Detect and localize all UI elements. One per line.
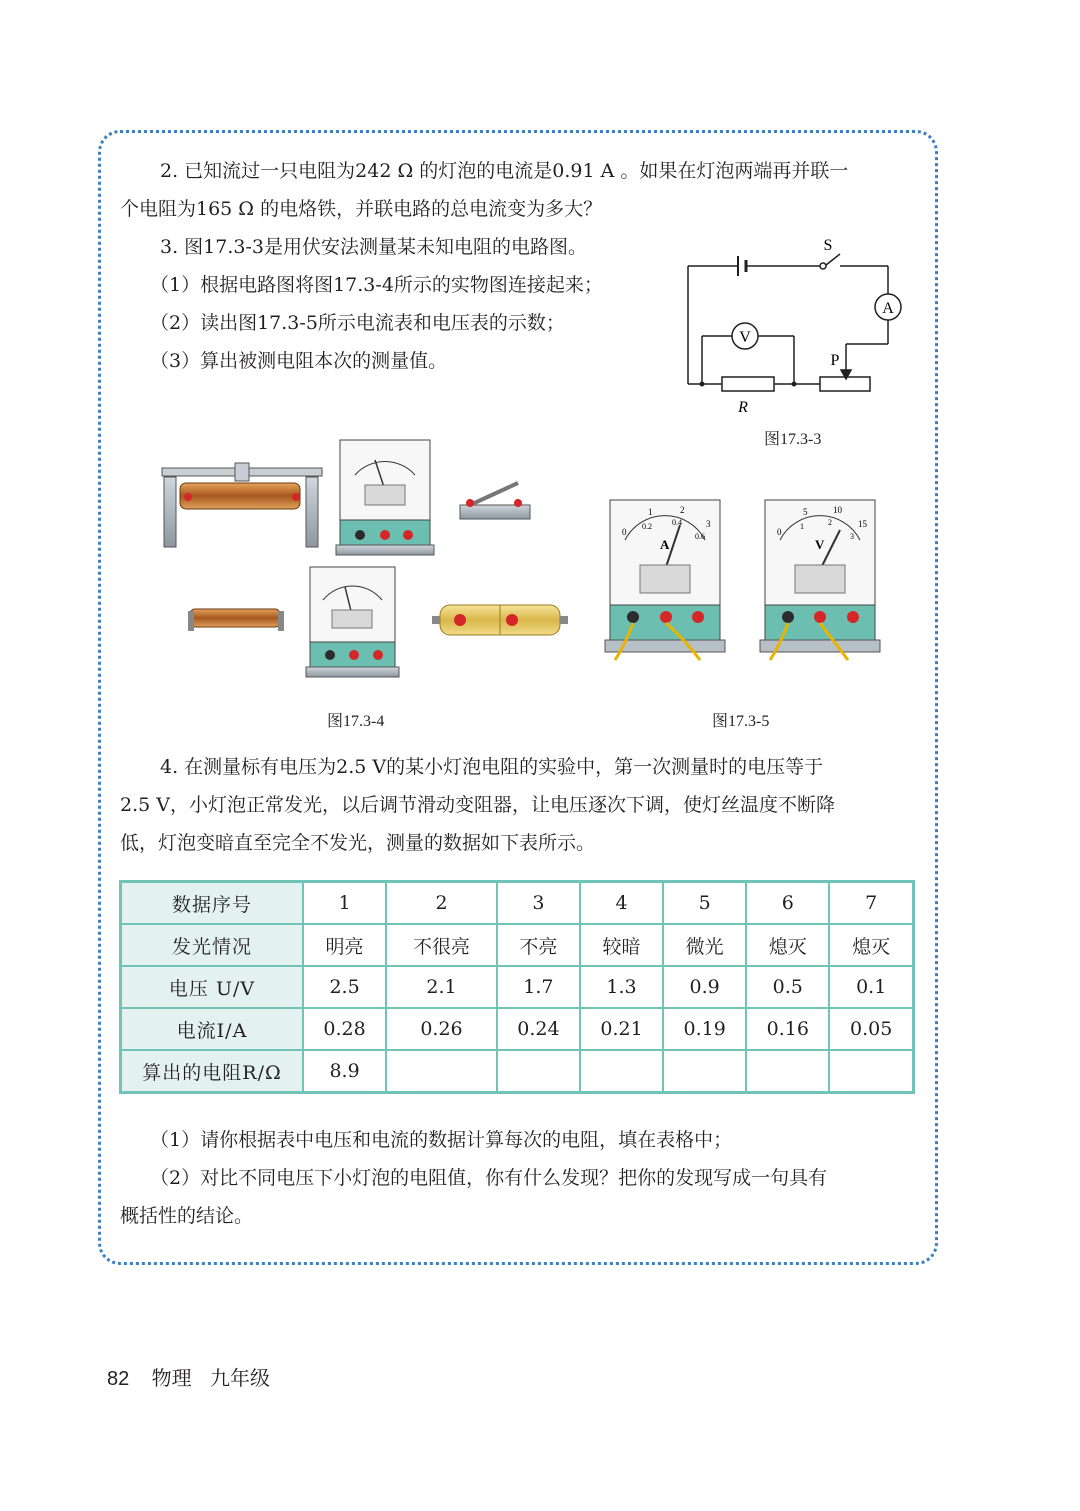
- table-cell: 微光: [663, 924, 746, 966]
- problem-3-step-3: （3）算出被测电阻本次的测量值。: [150, 350, 448, 372]
- problem-4-line-1: 4. 在测量标有电压为2.5 V的某小灯泡电阻的实验中，第一次测量时的电压等于: [160, 756, 824, 778]
- ammeter-large: [605, 500, 725, 660]
- resistor-label: R: [738, 399, 748, 416]
- voltmeter-unit: V: [815, 537, 825, 552]
- problem-4-task-1: （1）请你根据表中电压和电流的数据计算每次的电阻，填在表格中；: [150, 1129, 733, 1151]
- problem-4-task-2-line-1: （2）对比不同电压下小灯泡的电阻值，你有什么发现？把你的发现写成一句具有: [150, 1167, 828, 1189]
- voltmeter-tick-5: 5: [803, 507, 808, 517]
- table-cell: 发光情况: [121, 924, 304, 966]
- table-cell: 1.3: [580, 966, 663, 1008]
- page-footer: [107, 1362, 270, 1391]
- grade-label: 九年级: [209, 1366, 270, 1390]
- fixed-resistor: [188, 609, 284, 631]
- table-cell: 0.24: [497, 1008, 580, 1050]
- equipment-figure: [150, 435, 590, 685]
- table-header-cell: 4: [580, 882, 663, 925]
- table-cell: 电流I/A: [121, 1008, 304, 1050]
- voltmeter-tick-0: 0: [777, 527, 782, 537]
- figure-17-3-4-caption: 图17.3-4: [327, 713, 385, 730]
- ammeter-unit: A: [660, 537, 670, 552]
- table-row: [121, 882, 914, 925]
- table-cell: 明亮: [303, 924, 386, 966]
- circuit-diagram: [680, 232, 910, 452]
- table-cell: 电压 U/V: [121, 966, 304, 1008]
- table-cell: [580, 1050, 663, 1093]
- voltmeter-subtick-3: 3: [850, 532, 854, 541]
- table-cell: [497, 1050, 580, 1093]
- table-cell: 0.16: [746, 1008, 829, 1050]
- voltmeter-tick-10: 10: [833, 505, 842, 515]
- table-cell: 0.9: [663, 966, 746, 1008]
- measurement-table: [119, 880, 915, 1094]
- problem-2-line-2: 个电阻为165 Ω 的电烙铁，并联电路的总电流变为多大？: [120, 198, 603, 220]
- table-cell: [829, 1050, 913, 1093]
- table-header-cell: 2: [386, 882, 497, 925]
- problem-2-line-1: 2. 已知流过一只电阻为242 Ω 的灯泡的电流是0.91 A 。如果在灯泡两端再并联一: [160, 160, 849, 182]
- table-cell: 熄灭: [829, 924, 913, 966]
- problem-4-line-2: 2.5 V，小灯泡正常发光，以后调节滑动变阻器，让电压逐次下调，使灯丝温度不断降: [120, 794, 835, 816]
- table-cell: 0.28: [303, 1008, 386, 1050]
- ammeter-tick-3: 3: [706, 519, 711, 529]
- rheostat: [162, 463, 322, 547]
- ammeter-subtick-1: 0.2: [642, 522, 652, 531]
- battery-pack: [432, 605, 568, 635]
- table-cell: 熄灭: [746, 924, 829, 966]
- voltmeter-tick-15: 15: [858, 519, 867, 529]
- table-cell: 0.19: [663, 1008, 746, 1050]
- table-cell: 8.9: [303, 1050, 386, 1093]
- table-row: [121, 1050, 914, 1093]
- meter-readings-figure: [600, 495, 900, 665]
- ammeter-label: A: [882, 300, 894, 317]
- table-header-cell: 1: [303, 882, 386, 925]
- voltmeter-small: [306, 567, 399, 677]
- figure-17-3-5-caption: 图17.3-5: [712, 713, 770, 730]
- slider-label: P: [830, 352, 840, 369]
- table-cell: 算出的电阻R/Ω: [121, 1050, 304, 1093]
- table-cell: 0.05: [829, 1008, 913, 1050]
- ammeter-small: [336, 440, 434, 555]
- problem-4-task-2-line-2: 概括性的结论。: [120, 1205, 254, 1227]
- figure-17-3-3-caption: 图17.3-3: [764, 431, 822, 448]
- ammeter-subtick-2: 0.4: [672, 518, 682, 527]
- table-cell: 较暗: [580, 924, 663, 966]
- table-cell: 1.7: [497, 966, 580, 1008]
- table-cell: 不很亮: [386, 924, 497, 966]
- ammeter-tick-0: 0: [622, 527, 627, 537]
- table-header-cell: 数据序号: [121, 882, 304, 925]
- ammeter-subtick-3: 0.6: [695, 532, 705, 541]
- voltmeter-label: V: [739, 329, 751, 346]
- table-cell: 0.26: [386, 1008, 497, 1050]
- switch-label: S: [823, 237, 833, 254]
- table-cell: [663, 1050, 746, 1093]
- ammeter-tick-1: 1: [648, 507, 653, 517]
- table-cell: 2.5: [303, 966, 386, 1008]
- table-cell: 不亮: [497, 924, 580, 966]
- knife-switch: [460, 483, 530, 519]
- problem-3-step-2: （2）读出图17.3-5所示电流表和电压表的示数；: [150, 312, 565, 334]
- problem-4-line-3: 低，灯泡变暗直至完全不发光，测量的数据如下表所示。: [120, 832, 596, 854]
- table-header-cell: 5: [663, 882, 746, 925]
- table-cell: 0.5: [746, 966, 829, 1008]
- voltmeter-large: [760, 500, 880, 660]
- table-cell: 0.1: [829, 966, 913, 1008]
- table-header-cell: 7: [829, 882, 913, 925]
- table-row: [121, 924, 914, 966]
- voltmeter-subtick-1: 1: [800, 522, 804, 531]
- table-row: [121, 966, 914, 1008]
- table-header-cell: 6: [746, 882, 829, 925]
- problem-3-step-1: （1）根据电路图将图17.3-4所示的实物图连接起来；: [150, 274, 603, 296]
- table-cell: 0.21: [580, 1008, 663, 1050]
- page-number: 82: [107, 1368, 130, 1390]
- subject-label: 物理: [151, 1366, 192, 1390]
- ammeter-tick-2: 2: [680, 505, 685, 515]
- table-row: [121, 1008, 914, 1050]
- voltmeter-subtick-2: 2: [828, 518, 832, 527]
- table-cell: 2.1: [386, 966, 497, 1008]
- problem-3-intro: 3. 图17.3-3是用伏安法测量某未知电阻的电路图。: [160, 236, 587, 258]
- table-cell: [746, 1050, 829, 1093]
- table-header-cell: 3: [497, 882, 580, 925]
- table-cell: [386, 1050, 497, 1093]
